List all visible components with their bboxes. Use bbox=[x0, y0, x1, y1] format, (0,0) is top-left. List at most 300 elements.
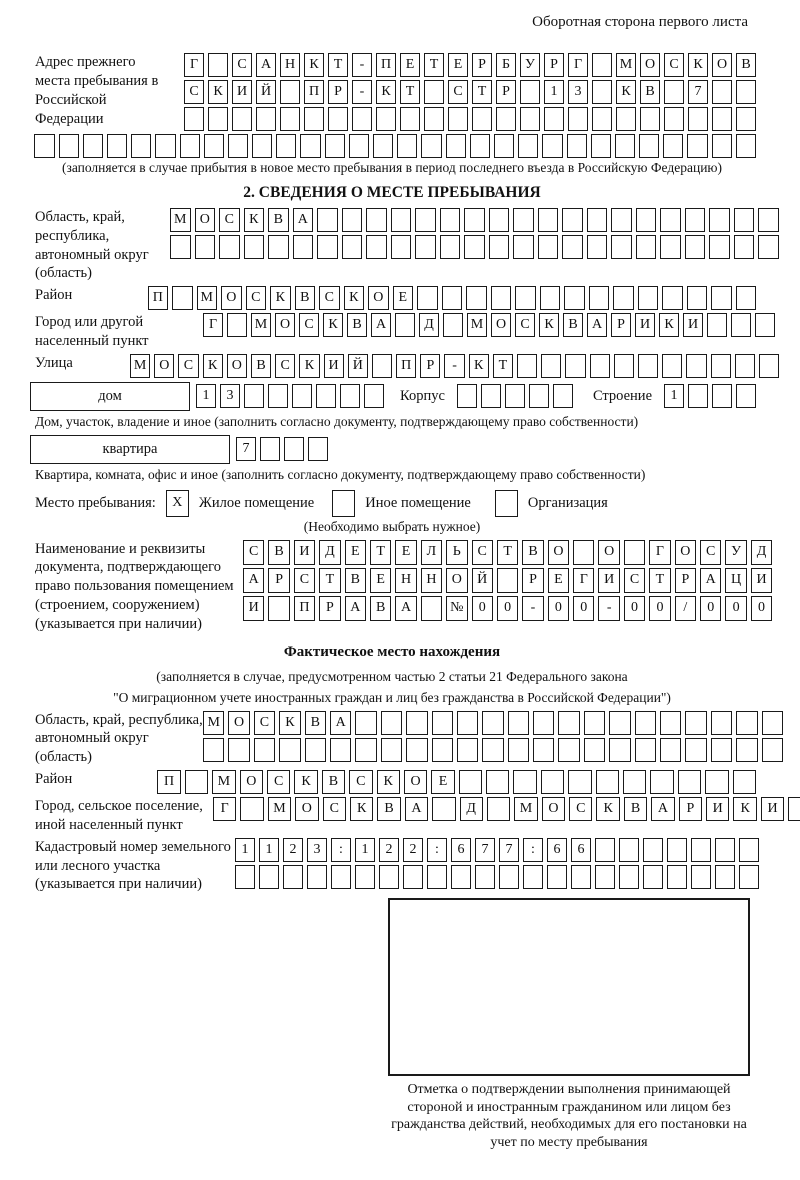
char-cell[interactable]: Г bbox=[184, 53, 204, 77]
char-cell[interactable] bbox=[489, 208, 510, 232]
char-cell[interactable] bbox=[513, 208, 534, 232]
char-cell[interactable]: Б bbox=[496, 53, 516, 77]
char-cell[interactable] bbox=[457, 384, 477, 408]
char-cell[interactable]: М bbox=[203, 711, 224, 735]
char-cell[interactable]: 6 bbox=[451, 838, 471, 862]
char-cell[interactable] bbox=[758, 235, 779, 259]
char-cell[interactable]: К bbox=[270, 286, 291, 310]
char-cell[interactable] bbox=[715, 838, 735, 862]
char-cell[interactable] bbox=[415, 208, 436, 232]
char-cell[interactable]: Л bbox=[421, 540, 442, 565]
char-cell[interactable]: С bbox=[349, 770, 372, 794]
char-cell[interactable] bbox=[736, 80, 756, 104]
char-cell[interactable]: : bbox=[427, 838, 447, 862]
char-cell[interactable]: М bbox=[268, 797, 291, 821]
char-cell[interactable]: В bbox=[268, 208, 289, 232]
char-cell[interactable] bbox=[508, 738, 529, 762]
char-cell[interactable]: П bbox=[376, 53, 396, 77]
char-cell[interactable] bbox=[640, 107, 660, 131]
char-cell[interactable]: В bbox=[736, 53, 756, 77]
char-cell[interactable] bbox=[316, 384, 336, 408]
char-cell[interactable] bbox=[172, 286, 193, 310]
char-cell[interactable] bbox=[364, 384, 384, 408]
char-cell[interactable] bbox=[395, 313, 415, 337]
char-cell[interactable] bbox=[83, 134, 103, 158]
char-cell[interactable]: С bbox=[700, 540, 721, 565]
char-cell[interactable] bbox=[475, 865, 495, 889]
char-cell[interactable]: 3 bbox=[220, 384, 240, 408]
char-cell[interactable] bbox=[687, 134, 707, 158]
char-cell[interactable] bbox=[328, 107, 348, 131]
char-cell[interactable] bbox=[432, 711, 453, 735]
char-cell[interactable]: К bbox=[304, 53, 324, 77]
char-cell[interactable]: С bbox=[624, 568, 645, 593]
char-cell[interactable] bbox=[685, 208, 706, 232]
char-cell[interactable] bbox=[244, 384, 264, 408]
char-cell[interactable] bbox=[685, 711, 706, 735]
char-cell[interactable] bbox=[228, 738, 249, 762]
char-cell[interactable] bbox=[711, 711, 732, 735]
char-cell[interactable] bbox=[406, 738, 427, 762]
char-cell[interactable] bbox=[505, 384, 525, 408]
char-cell[interactable]: 2 bbox=[403, 838, 423, 862]
char-cell[interactable] bbox=[406, 711, 427, 735]
char-cell[interactable]: С bbox=[184, 80, 204, 104]
char-cell[interactable]: К bbox=[294, 770, 317, 794]
char-cell[interactable] bbox=[735, 354, 755, 378]
char-cell[interactable]: : bbox=[523, 838, 543, 862]
char-cell[interactable] bbox=[759, 354, 779, 378]
char-cell[interactable] bbox=[317, 235, 338, 259]
char-cell[interactable] bbox=[562, 208, 583, 232]
char-cell[interactable] bbox=[203, 738, 224, 762]
char-cell[interactable] bbox=[688, 384, 708, 408]
char-cell[interactable]: М bbox=[130, 354, 150, 378]
char-cell[interactable]: С bbox=[178, 354, 198, 378]
char-cell[interactable] bbox=[529, 384, 549, 408]
char-cell[interactable]: Е bbox=[395, 540, 416, 565]
char-cell[interactable]: О bbox=[446, 568, 467, 593]
char-cell[interactable] bbox=[736, 711, 757, 735]
char-cell[interactable]: С bbox=[294, 568, 315, 593]
char-cell[interactable] bbox=[443, 313, 463, 337]
char-cell[interactable]: К bbox=[688, 53, 708, 77]
char-cell[interactable] bbox=[520, 80, 540, 104]
char-cell[interactable] bbox=[584, 738, 605, 762]
char-cell[interactable] bbox=[616, 107, 636, 131]
char-cell[interactable]: Р bbox=[268, 568, 289, 593]
char-cell[interactable] bbox=[715, 865, 735, 889]
char-cell[interactable]: Е bbox=[448, 53, 468, 77]
char-cell[interactable] bbox=[432, 738, 453, 762]
char-cell[interactable] bbox=[660, 711, 681, 735]
char-cell[interactable]: К bbox=[244, 208, 265, 232]
char-cell[interactable] bbox=[155, 134, 175, 158]
char-cell[interactable]: П bbox=[294, 596, 315, 621]
char-cell[interactable] bbox=[446, 134, 466, 158]
char-cell[interactable] bbox=[686, 354, 706, 378]
char-cell[interactable]: К bbox=[299, 354, 319, 378]
char-cell[interactable] bbox=[432, 797, 455, 821]
char-cell[interactable]: М bbox=[251, 313, 271, 337]
char-cell[interactable] bbox=[739, 838, 759, 862]
char-cell[interactable] bbox=[635, 738, 656, 762]
char-cell[interactable]: 3 bbox=[568, 80, 588, 104]
char-cell[interactable] bbox=[185, 770, 208, 794]
char-cell[interactable] bbox=[424, 107, 444, 131]
char-cell[interactable]: В bbox=[370, 596, 391, 621]
char-cell[interactable] bbox=[457, 711, 478, 735]
char-cell[interactable] bbox=[564, 286, 585, 310]
char-cell[interactable]: С bbox=[246, 286, 267, 310]
char-cell[interactable]: И bbox=[324, 354, 344, 378]
char-cell[interactable] bbox=[381, 738, 402, 762]
char-cell[interactable] bbox=[440, 208, 461, 232]
char-cell[interactable] bbox=[268, 596, 289, 621]
char-cell[interactable] bbox=[342, 208, 363, 232]
char-cell[interactable] bbox=[636, 235, 657, 259]
char-cell[interactable] bbox=[373, 134, 393, 158]
char-cell[interactable] bbox=[731, 313, 751, 337]
char-cell[interactable] bbox=[736, 738, 757, 762]
char-cell[interactable] bbox=[547, 865, 567, 889]
char-cell[interactable] bbox=[489, 235, 510, 259]
char-cell[interactable] bbox=[427, 865, 447, 889]
char-cell[interactable]: № bbox=[446, 596, 467, 621]
char-cell[interactable] bbox=[276, 134, 296, 158]
char-cell[interactable]: Р bbox=[496, 80, 516, 104]
char-cell[interactable] bbox=[448, 107, 468, 131]
char-cell[interactable]: Ц bbox=[725, 568, 746, 593]
char-cell[interactable]: - bbox=[352, 80, 372, 104]
char-cell[interactable] bbox=[59, 134, 79, 158]
char-cell[interactable] bbox=[208, 107, 228, 131]
char-cell[interactable] bbox=[558, 738, 579, 762]
char-cell[interactable] bbox=[325, 134, 345, 158]
char-cell[interactable]: Р bbox=[544, 53, 564, 77]
char-cell[interactable] bbox=[712, 384, 732, 408]
char-cell[interactable] bbox=[624, 540, 645, 565]
char-cell[interactable] bbox=[736, 384, 756, 408]
char-cell[interactable] bbox=[517, 354, 537, 378]
char-cell[interactable]: М bbox=[170, 208, 191, 232]
char-cell[interactable] bbox=[609, 738, 630, 762]
char-cell[interactable]: О bbox=[228, 711, 249, 735]
char-cell[interactable] bbox=[662, 286, 683, 310]
char-cell[interactable] bbox=[195, 235, 216, 259]
char-cell[interactable] bbox=[280, 107, 300, 131]
char-cell[interactable] bbox=[691, 838, 711, 862]
char-cell[interactable]: К bbox=[323, 313, 343, 337]
char-cell[interactable] bbox=[636, 208, 657, 232]
char-cell[interactable]: С bbox=[664, 53, 684, 77]
char-cell[interactable]: Ь bbox=[446, 540, 467, 565]
char-cell[interactable] bbox=[366, 208, 387, 232]
char-cell[interactable]: П bbox=[304, 80, 324, 104]
char-cell[interactable] bbox=[508, 711, 529, 735]
char-cell[interactable]: С bbox=[323, 797, 346, 821]
char-cell[interactable] bbox=[639, 134, 659, 158]
char-cell[interactable] bbox=[592, 107, 612, 131]
char-cell[interactable]: В bbox=[522, 540, 543, 565]
char-cell[interactable]: Г bbox=[573, 568, 594, 593]
char-cell[interactable] bbox=[584, 711, 605, 735]
char-cell[interactable] bbox=[571, 865, 591, 889]
char-cell[interactable] bbox=[421, 134, 441, 158]
char-cell[interactable] bbox=[342, 235, 363, 259]
char-cell[interactable] bbox=[541, 354, 561, 378]
char-cell[interactable] bbox=[592, 53, 612, 77]
char-cell[interactable] bbox=[615, 134, 635, 158]
char-cell[interactable] bbox=[499, 865, 519, 889]
char-cell[interactable] bbox=[376, 107, 396, 131]
char-cell[interactable] bbox=[542, 134, 562, 158]
char-cell[interactable] bbox=[643, 838, 663, 862]
char-cell[interactable] bbox=[482, 711, 503, 735]
char-cell[interactable] bbox=[470, 134, 490, 158]
char-cell[interactable] bbox=[660, 738, 681, 762]
char-cell[interactable] bbox=[400, 107, 420, 131]
char-cell[interactable]: Н bbox=[421, 568, 442, 593]
char-cell[interactable]: Г bbox=[568, 53, 588, 77]
char-cell[interactable]: Н bbox=[395, 568, 416, 593]
char-cell[interactable] bbox=[403, 865, 423, 889]
char-cell[interactable]: О bbox=[548, 540, 569, 565]
char-cell[interactable] bbox=[619, 838, 639, 862]
char-cell[interactable]: Й bbox=[348, 354, 368, 378]
char-cell[interactable]: С bbox=[219, 208, 240, 232]
char-cell[interactable] bbox=[397, 134, 417, 158]
char-cell[interactable] bbox=[650, 770, 673, 794]
char-cell[interactable]: 0 bbox=[700, 596, 721, 621]
char-cell[interactable] bbox=[562, 235, 583, 259]
char-cell[interactable] bbox=[573, 540, 594, 565]
char-cell[interactable] bbox=[331, 865, 351, 889]
char-cell[interactable]: С bbox=[243, 540, 264, 565]
char-cell[interactable] bbox=[466, 286, 487, 310]
char-cell[interactable]: О bbox=[712, 53, 732, 77]
char-cell[interactable] bbox=[691, 865, 711, 889]
char-cell[interactable] bbox=[623, 770, 646, 794]
char-cell[interactable]: Г bbox=[649, 540, 670, 565]
char-cell[interactable] bbox=[643, 865, 663, 889]
char-cell[interactable] bbox=[558, 711, 579, 735]
char-cell[interactable]: - bbox=[522, 596, 543, 621]
char-cell[interactable] bbox=[595, 865, 615, 889]
char-cell[interactable]: 7 bbox=[499, 838, 519, 862]
char-cell[interactable]: Р bbox=[472, 53, 492, 77]
char-cell[interactable]: Р bbox=[675, 568, 696, 593]
char-cell[interactable]: П bbox=[148, 286, 169, 310]
char-cell[interactable] bbox=[660, 208, 681, 232]
char-cell[interactable] bbox=[372, 354, 392, 378]
char-cell[interactable]: О bbox=[368, 286, 389, 310]
char-cell[interactable] bbox=[518, 134, 538, 158]
char-cell[interactable]: П bbox=[157, 770, 180, 794]
char-cell[interactable]: 0 bbox=[472, 596, 493, 621]
char-cell[interactable] bbox=[734, 208, 755, 232]
char-cell[interactable]: 0 bbox=[497, 596, 518, 621]
char-cell[interactable]: Е bbox=[345, 540, 366, 565]
char-cell[interactable] bbox=[486, 770, 509, 794]
char-cell[interactable] bbox=[591, 134, 611, 158]
char-cell[interactable] bbox=[391, 208, 412, 232]
char-cell[interactable] bbox=[712, 134, 732, 158]
char-cell[interactable] bbox=[711, 286, 732, 310]
char-cell[interactable] bbox=[208, 53, 228, 77]
char-cell[interactable]: 0 bbox=[751, 596, 772, 621]
char-cell[interactable]: В bbox=[640, 80, 660, 104]
char-cell[interactable] bbox=[568, 770, 591, 794]
char-cell[interactable]: С bbox=[569, 797, 592, 821]
char-cell[interactable]: Р bbox=[611, 313, 631, 337]
char-cell[interactable]: К bbox=[733, 797, 756, 821]
char-cell[interactable]: С bbox=[448, 80, 468, 104]
char-cell[interactable]: 1 bbox=[355, 838, 375, 862]
char-cell[interactable] bbox=[788, 797, 800, 821]
char-cell[interactable]: В bbox=[251, 354, 271, 378]
char-cell[interactable]: 6 bbox=[571, 838, 591, 862]
char-cell[interactable]: А bbox=[330, 711, 351, 735]
char-cell[interactable] bbox=[711, 738, 732, 762]
char-cell[interactable]: О bbox=[240, 770, 263, 794]
char-cell[interactable] bbox=[254, 738, 275, 762]
char-cell[interactable] bbox=[587, 235, 608, 259]
char-cell[interactable]: А bbox=[256, 53, 276, 77]
char-cell[interactable]: - bbox=[444, 354, 464, 378]
char-cell[interactable] bbox=[240, 797, 263, 821]
char-cell[interactable] bbox=[131, 134, 151, 158]
char-cell[interactable]: О bbox=[295, 797, 318, 821]
char-cell[interactable] bbox=[635, 711, 656, 735]
char-cell[interactable]: С bbox=[299, 313, 319, 337]
char-cell[interactable]: В bbox=[347, 313, 367, 337]
char-cell[interactable] bbox=[355, 711, 376, 735]
char-cell[interactable] bbox=[464, 235, 485, 259]
char-cell[interactable] bbox=[590, 354, 610, 378]
char-cell[interactable]: 1 bbox=[196, 384, 216, 408]
char-cell[interactable]: Е bbox=[548, 568, 569, 593]
char-cell[interactable]: К bbox=[377, 770, 400, 794]
char-cell[interactable]: 2 bbox=[283, 838, 303, 862]
char-cell[interactable]: И bbox=[294, 540, 315, 565]
char-cell[interactable] bbox=[520, 107, 540, 131]
char-cell[interactable]: 1 bbox=[664, 384, 684, 408]
char-cell[interactable]: Т bbox=[400, 80, 420, 104]
char-cell[interactable] bbox=[391, 235, 412, 259]
char-cell[interactable]: Т bbox=[493, 354, 513, 378]
char-cell[interactable]: В bbox=[295, 286, 316, 310]
char-cell[interactable]: Д bbox=[419, 313, 439, 337]
char-cell[interactable] bbox=[340, 384, 360, 408]
char-cell[interactable]: А bbox=[371, 313, 391, 337]
char-cell[interactable] bbox=[611, 208, 632, 232]
char-cell[interactable] bbox=[304, 107, 324, 131]
char-cell[interactable]: Р bbox=[522, 568, 543, 593]
char-cell[interactable]: С bbox=[254, 711, 275, 735]
char-cell[interactable]: К bbox=[350, 797, 373, 821]
char-cell[interactable] bbox=[279, 738, 300, 762]
char-cell[interactable] bbox=[709, 235, 730, 259]
char-cell[interactable]: 0 bbox=[624, 596, 645, 621]
char-cell[interactable] bbox=[232, 107, 252, 131]
char-cell[interactable] bbox=[330, 738, 351, 762]
char-cell[interactable]: М bbox=[212, 770, 235, 794]
char-cell[interactable] bbox=[260, 437, 280, 461]
char-cell[interactable]: О bbox=[491, 313, 511, 337]
char-cell[interactable] bbox=[762, 711, 783, 735]
char-cell[interactable]: И bbox=[683, 313, 703, 337]
char-cell[interactable]: К bbox=[203, 354, 223, 378]
char-cell[interactable] bbox=[355, 865, 375, 889]
char-cell[interactable] bbox=[678, 770, 701, 794]
char-cell[interactable] bbox=[244, 235, 265, 259]
char-cell[interactable]: О bbox=[640, 53, 660, 77]
char-cell[interactable] bbox=[667, 838, 687, 862]
char-cell[interactable]: 3 bbox=[307, 838, 327, 862]
char-cell[interactable]: У bbox=[725, 540, 746, 565]
char-cell[interactable]: Т bbox=[370, 540, 391, 565]
char-cell[interactable] bbox=[667, 865, 687, 889]
char-cell[interactable] bbox=[421, 596, 442, 621]
char-cell[interactable] bbox=[711, 354, 731, 378]
char-cell[interactable] bbox=[379, 865, 399, 889]
char-cell[interactable] bbox=[487, 797, 510, 821]
char-cell[interactable]: О bbox=[598, 540, 619, 565]
char-cell[interactable] bbox=[235, 865, 255, 889]
char-cell[interactable]: К bbox=[208, 80, 228, 104]
char-cell[interactable] bbox=[613, 286, 634, 310]
char-cell[interactable] bbox=[491, 286, 512, 310]
char-cell[interactable] bbox=[523, 865, 543, 889]
char-cell[interactable] bbox=[457, 738, 478, 762]
char-cell[interactable]: Е bbox=[431, 770, 454, 794]
char-cell[interactable]: Т bbox=[328, 53, 348, 77]
char-cell[interactable] bbox=[293, 235, 314, 259]
char-cell[interactable]: Е bbox=[400, 53, 420, 77]
char-cell[interactable]: В bbox=[268, 540, 289, 565]
char-cell[interactable] bbox=[589, 286, 610, 310]
char-cell[interactable]: А bbox=[293, 208, 314, 232]
char-cell[interactable] bbox=[307, 865, 327, 889]
char-cell[interactable]: К bbox=[616, 80, 636, 104]
char-cell[interactable]: Т bbox=[319, 568, 340, 593]
char-cell[interactable] bbox=[497, 568, 518, 593]
char-cell[interactable]: П bbox=[396, 354, 416, 378]
char-cell[interactable]: О bbox=[404, 770, 427, 794]
char-cell[interactable] bbox=[424, 80, 444, 104]
char-cell[interactable]: Г bbox=[213, 797, 236, 821]
char-cell[interactable] bbox=[459, 770, 482, 794]
char-cell[interactable]: Й bbox=[256, 80, 276, 104]
char-cell[interactable]: В bbox=[305, 711, 326, 735]
char-cell[interactable] bbox=[736, 134, 756, 158]
char-cell[interactable]: - bbox=[352, 53, 372, 77]
char-cell[interactable]: И bbox=[232, 80, 252, 104]
char-cell[interactable] bbox=[256, 107, 276, 131]
char-cell[interactable] bbox=[565, 354, 585, 378]
char-cell[interactable]: 2 bbox=[379, 838, 399, 862]
char-cell[interactable] bbox=[305, 738, 326, 762]
char-cell[interactable]: М bbox=[616, 53, 636, 77]
char-cell[interactable]: К bbox=[344, 286, 365, 310]
char-cell[interactable] bbox=[533, 738, 554, 762]
char-cell[interactable] bbox=[280, 80, 300, 104]
char-cell[interactable] bbox=[712, 107, 732, 131]
char-cell[interactable]: 7 bbox=[236, 437, 256, 461]
char-cell[interactable] bbox=[638, 286, 659, 310]
char-cell[interactable] bbox=[442, 286, 463, 310]
